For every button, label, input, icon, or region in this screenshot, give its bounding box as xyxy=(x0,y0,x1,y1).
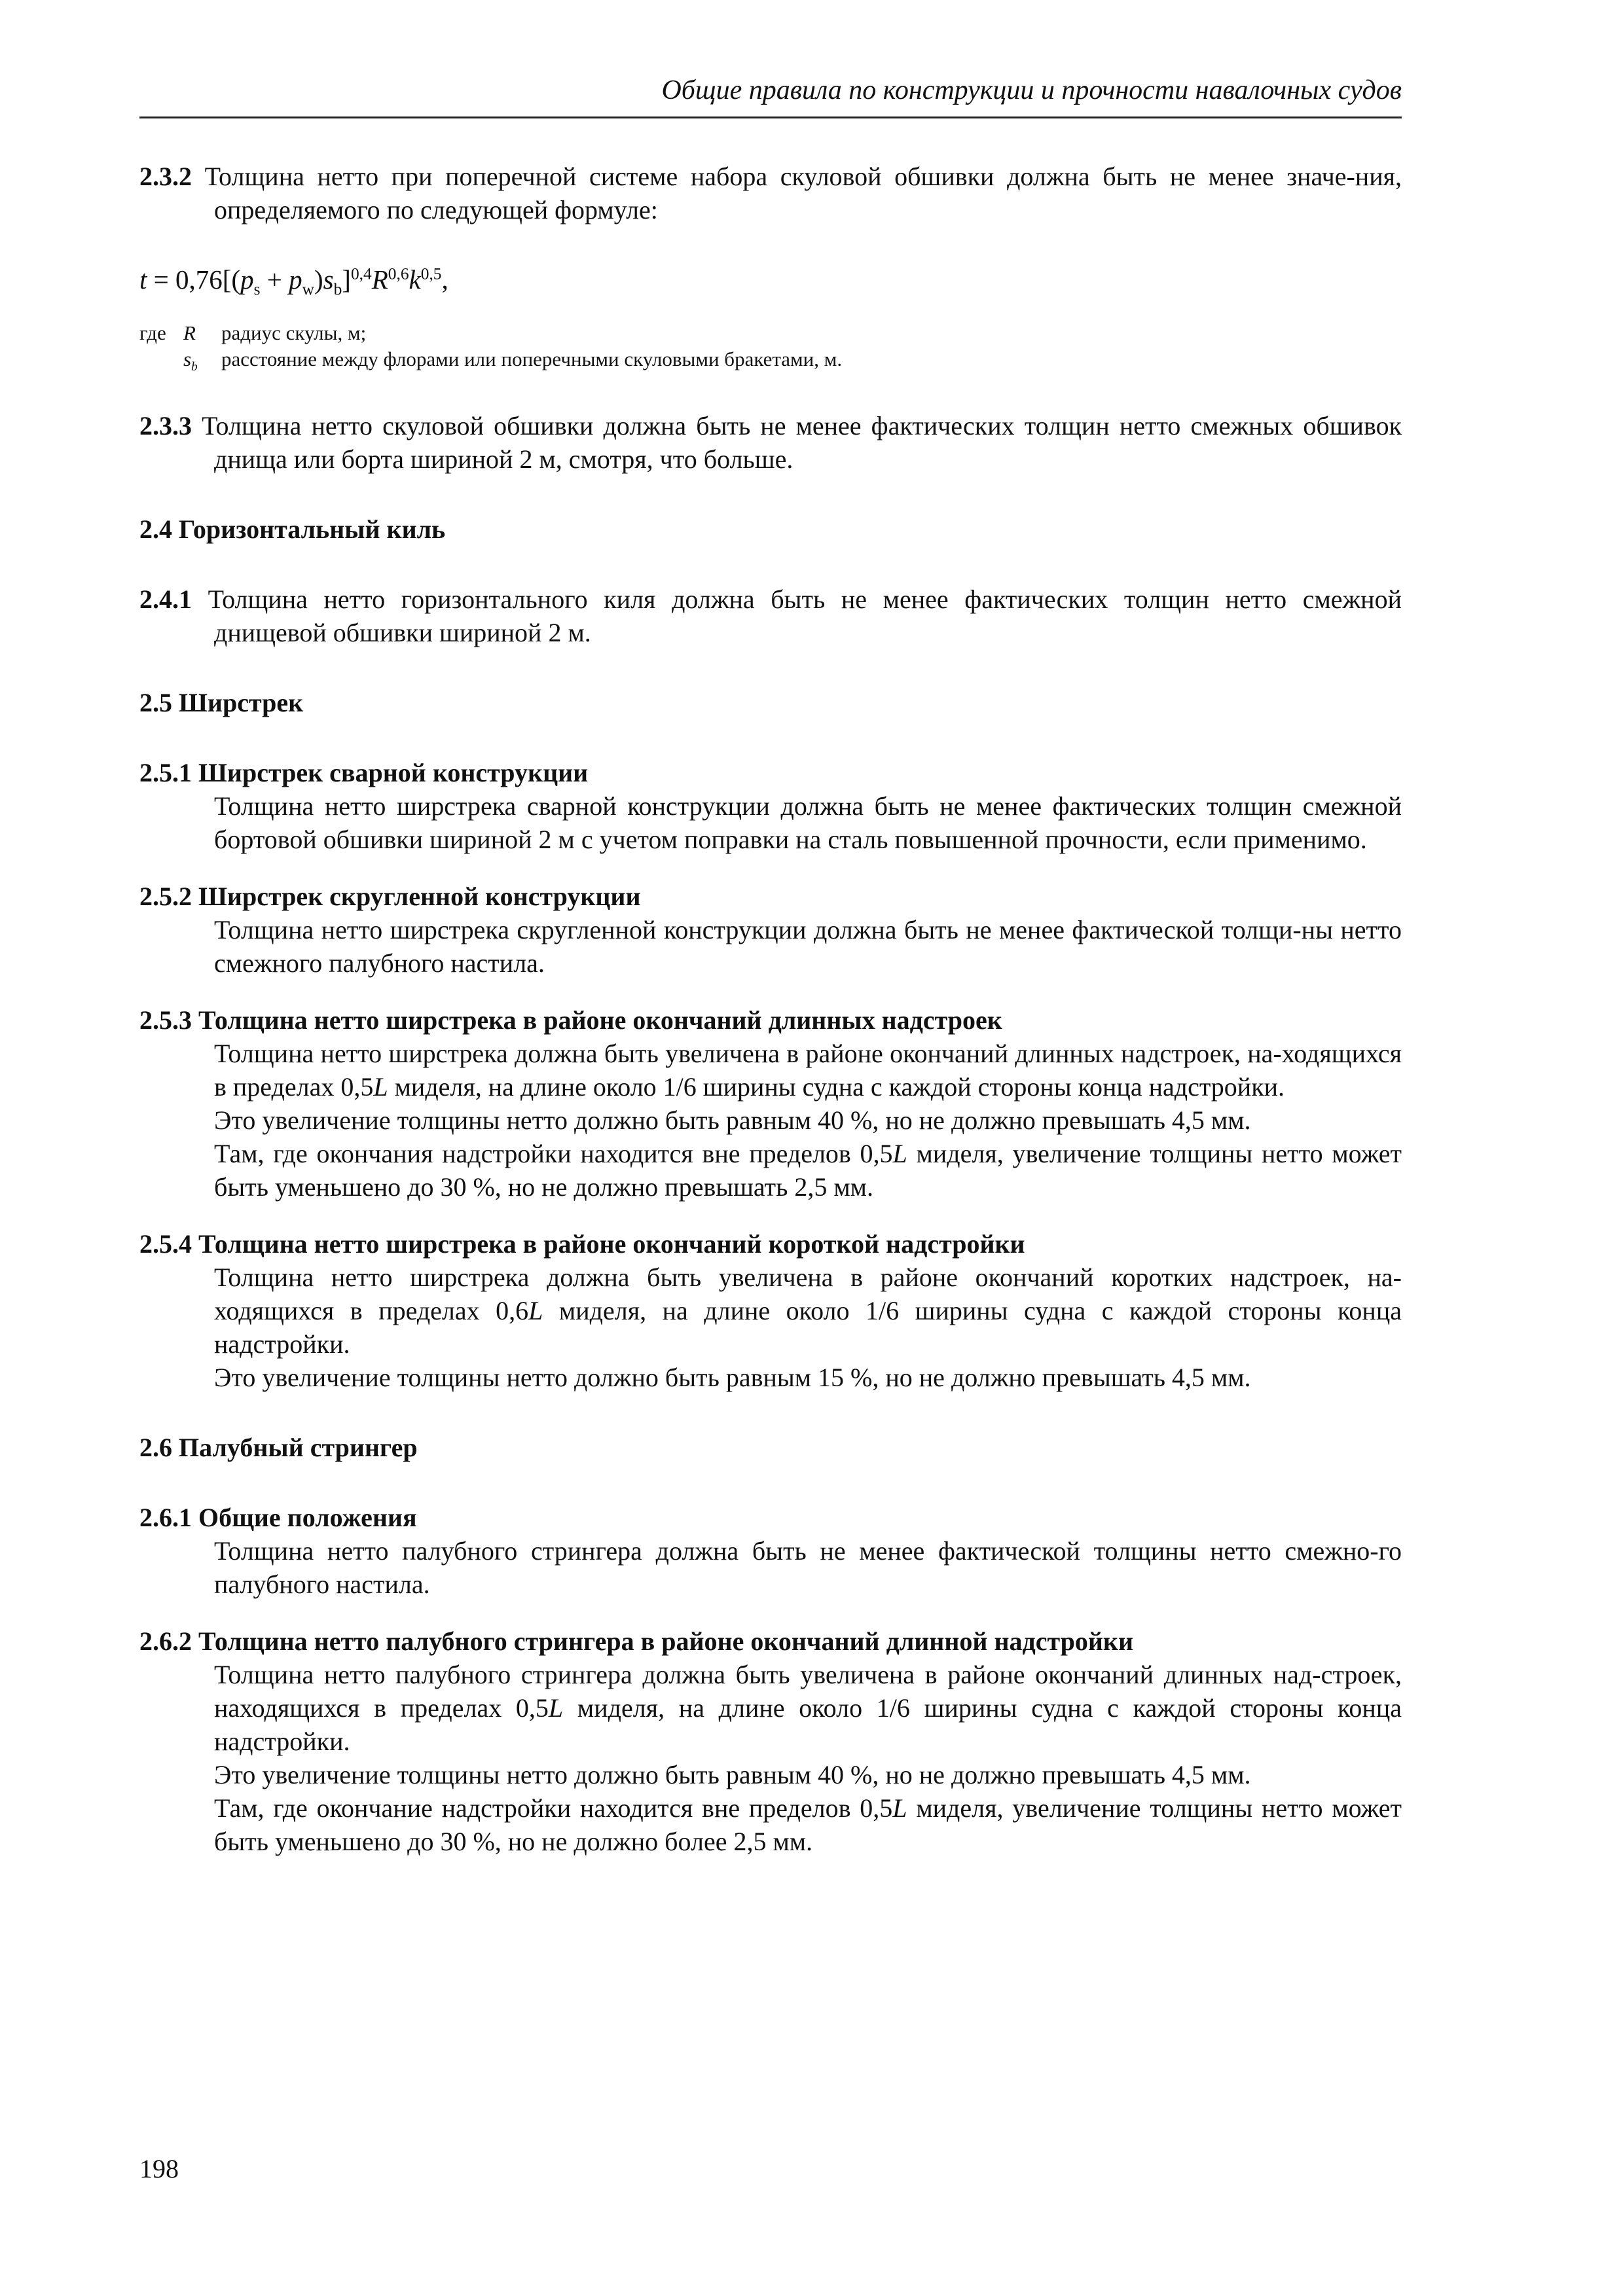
clause-number: 2.3.2 xyxy=(139,162,192,191)
legend-keyword-spacer xyxy=(139,346,183,372)
legend-symbol: $s_b$ xyxy=(183,348,198,374)
subsection-heading-2-6-2: 2.6.2 Толщина нетто палубного стрингера в районе окончаний длинной надстройки xyxy=(139,1626,1134,1656)
paragraph: Там, где окончание надстройки находится вне пределов 0,5L миделя, увеличение толщины нетто может быть уменьшено до 30 %, но не должно более 2,5 мм. xyxy=(214,1793,1402,1856)
paragraph: Это увеличение толщины нетто должно быть равным 15 %, но не должно превышать 4,5 мм. xyxy=(214,1363,1251,1392)
section-heading-2-5: 2.5 Ширстрек xyxy=(139,688,304,717)
formula-plus: + xyxy=(260,264,289,295)
clause-text: Толщина нетто скуловой обшивки должна быть не менее фактических толщин нетто смежных обшивок днища или борта шириной 2 м, смотря, что больше. xyxy=(202,411,1402,474)
formula-subscript: s xyxy=(253,280,261,299)
clause-2-4-1 xyxy=(139,583,1402,649)
subsection-heading-2-6-1: 2.6.1 Общие положения xyxy=(139,1503,417,1532)
formula-exponent: 0,5 xyxy=(420,264,442,283)
clause-number: 2.3.3 xyxy=(139,411,192,440)
paragraph: Это увеличение толщины нетто должно быть равным 40 %, но не должно превышать 4,5 мм. xyxy=(214,1105,1251,1135)
formula-symbol-R: R xyxy=(371,264,388,295)
paragraph: Толщина нетто ширстрека сварной конструкции должна быть не менее фактических толщин смежной бортовой обшивки шириной 2 м с учетом поправки на сталь повышенной прочности, если применимо. xyxy=(214,791,1402,854)
legend-keyword: где xyxy=(139,321,166,344)
subsection-heading-2-5-2: 2.5.2 Ширстрек скругленной конструкции xyxy=(139,882,641,911)
page-number: 198 xyxy=(139,2154,179,2183)
clause-2-3-2 xyxy=(139,160,1402,226)
clause-2-3-3 xyxy=(139,409,1402,476)
formula-symbol-p: p xyxy=(240,264,254,295)
subsection-heading-2-5-3: 2.5.3 Толщина нетто ширстрека в районе окончаний длинных надстроек xyxy=(139,1005,1002,1035)
formula-end: , xyxy=(441,264,448,295)
section-heading-2-4: 2.4 Горизонтальный киль xyxy=(139,514,446,544)
formula-subscript: b xyxy=(333,280,342,299)
formula-symbol-k: k xyxy=(409,264,421,295)
formula-symbol-p: p xyxy=(289,264,302,295)
legend-row xyxy=(139,346,1402,372)
subsection-heading-2-5-4: 2.5.4 Толщина нетто ширстрека в районе окончаний короткой надстройки xyxy=(139,1229,1025,1259)
header-rule xyxy=(139,117,1402,118)
clause-number: 2.4.1 xyxy=(139,584,192,614)
legend-text: радиус скулы, м; xyxy=(221,321,367,344)
legend-text: расстояние между флорами или поперечными скуловыми бракетами, м. xyxy=(221,348,843,370)
formula-exponent: 0,4 xyxy=(350,264,372,283)
paragraph: Толщина нетто палубного стрингера должна быть не менее фактической толщины нетто смежно-го палубного настила. xyxy=(214,1536,1402,1599)
paragraph: Это увеличение толщины нетто должно быть равным 40 %, но не должно превышать 4,5 мм. xyxy=(214,1760,1251,1789)
paragraph: Там, где окончания надстройки находится вне пределов 0,5L миделя, увеличение толщины нетто может быть уменьшено до 30 %, но не должно превышать 2,5 мм. xyxy=(214,1139,1402,1202)
subsection-heading-2-5-1: 2.5.1 Ширстрек сварной конструкции xyxy=(139,758,589,787)
formula-bracket: ] xyxy=(342,264,351,295)
section-heading-2-6: 2.6 Палубный стрингер xyxy=(139,1433,418,1462)
clause-text: Толщина нетто при поперечной системе набора скуловой обшивки должна быть не менее значе-ния, определяемого по следующей формуле: xyxy=(204,162,1402,224)
formula-coefficient: = 0,76[( xyxy=(147,264,241,295)
page-content xyxy=(139,160,1402,1858)
paragraph: Толщина нетто ширстрека должна быть увеличена в районе окончаний коротких надстроек, на-ходящихся в пределах 0,6L миделя, на длине около 1/6 ширины судна с каждой стороны конца надстройки. xyxy=(214,1263,1402,1359)
paragraph: Толщина нетто палубного стрингера должна быть увеличена в районе окончаний длинных над-строек, находящихся в пределах 0,5L миделя, на длине около 1/6 ширины судна с каждой стороны конца надстройки. xyxy=(214,1660,1402,1756)
paragraph: Толщина нетто ширстрека должна быть увеличена в районе окончаний длинных надстроек, на-ходящихся в пределах 0,5L миделя, на длине около 1/6 ширины судна с каждой стороны конца надстройки. xyxy=(214,1039,1402,1102)
formula-exponent: 0,6 xyxy=(388,264,409,283)
formula-symbol-s: s xyxy=(323,264,334,295)
clause-text: Толщина нетто горизонтального киля должна быть не менее фактических толщин нетто смежной днищевой обшивки шириной 2 м. xyxy=(208,584,1402,647)
formula-bilge-thickness xyxy=(139,263,1402,299)
formula-legend xyxy=(139,320,1402,372)
legend-row xyxy=(139,320,1402,346)
paragraph: Толщина нетто ширстрека скругленной конструкции должна быть не менее фактической толщи-ны нетто смежного палубного настила. xyxy=(214,915,1402,978)
formula-paren: ) xyxy=(314,264,323,295)
formula-subscript: w xyxy=(302,280,314,299)
legend-symbol: R xyxy=(183,321,196,344)
running-header: Общие правила по конструкции и прочности навалочных судов xyxy=(661,75,1402,105)
formula-symbol-t: t xyxy=(139,264,147,295)
